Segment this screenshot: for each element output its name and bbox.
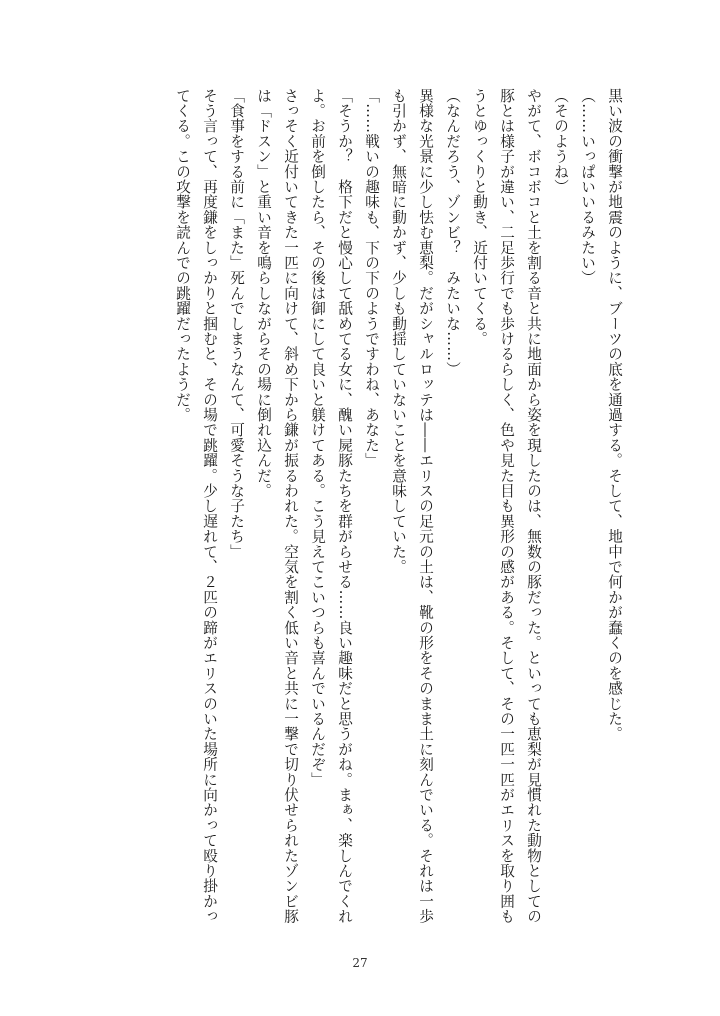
paragraph: 黒い波の衝撃が地震のように、ブーツの底を通過する。そして、地中で何かが蠢くのを感じた。	[606, 88, 623, 742]
paragraph: やがて、ボコボコと土を割る音と共に地面から姿を現したのは、無数の豚だった。といっても恵梨が見慣れた動物としての豚とは様子が違い、二足歩行でも歩けるらしく、色や見た目も異形の感がある。そして、その一匹一匹がエリスを取り囲もうとゆっくりと動き、近付いてくる。	[471, 88, 542, 924]
paragraph: 「そうか？ 格下だと慢心して舐めてる女に、醜い屍豚たちを群がらせる……良い趣味だと思うがね。まぁ、楽しんでくれよ。お前を倒したら、その後は御にして良いと躾けてある。こう見えてこいつらも喜んでいるんだぞ」	[309, 88, 353, 924]
paragraph: （そのようね）	[552, 88, 569, 195]
paragraph: 異様な光景に少し怯む恵梨。だがシャルロッテは――エリスの足元の土は、靴の形をそのまま土に刻んでいる。それは一歩も引かず、無暗に動かず、少しも動揺していないことを意味していた。	[390, 88, 434, 924]
paragraph: （なんだろう、ゾンビ？ みたいな……）	[444, 88, 461, 377]
paragraph: そう言って、再度鎌をしっかりと掴むと、その場で跳躍。少し遅れて、２匹の蹄がエリスのいた場所に向かって殴り掛かってくる。この攻撃を読んでの跳躍だったようだ。	[174, 88, 218, 924]
vertical-text-body	[169, 88, 628, 938]
paragraph: 「食事をする前に「また」死んでしまうなんて、可愛そうな子たち」	[228, 88, 245, 560]
paragraph: 「……戦いの趣味も、下の下のようですわね、あなた」	[363, 88, 380, 468]
page-number: 27	[352, 956, 368, 970]
paragraph: さっそく近付いてきた一匹に向けて、斜め下から鎌が振るわれた。空気を割く低い音と共に一撃で切り伏せられたゾンビ豚は「ドスン」と重い音を鳴らしながらその場に倒れ込んだ。	[255, 88, 299, 924]
paragraph: （……いっぱいいるみたい）	[579, 88, 596, 286]
